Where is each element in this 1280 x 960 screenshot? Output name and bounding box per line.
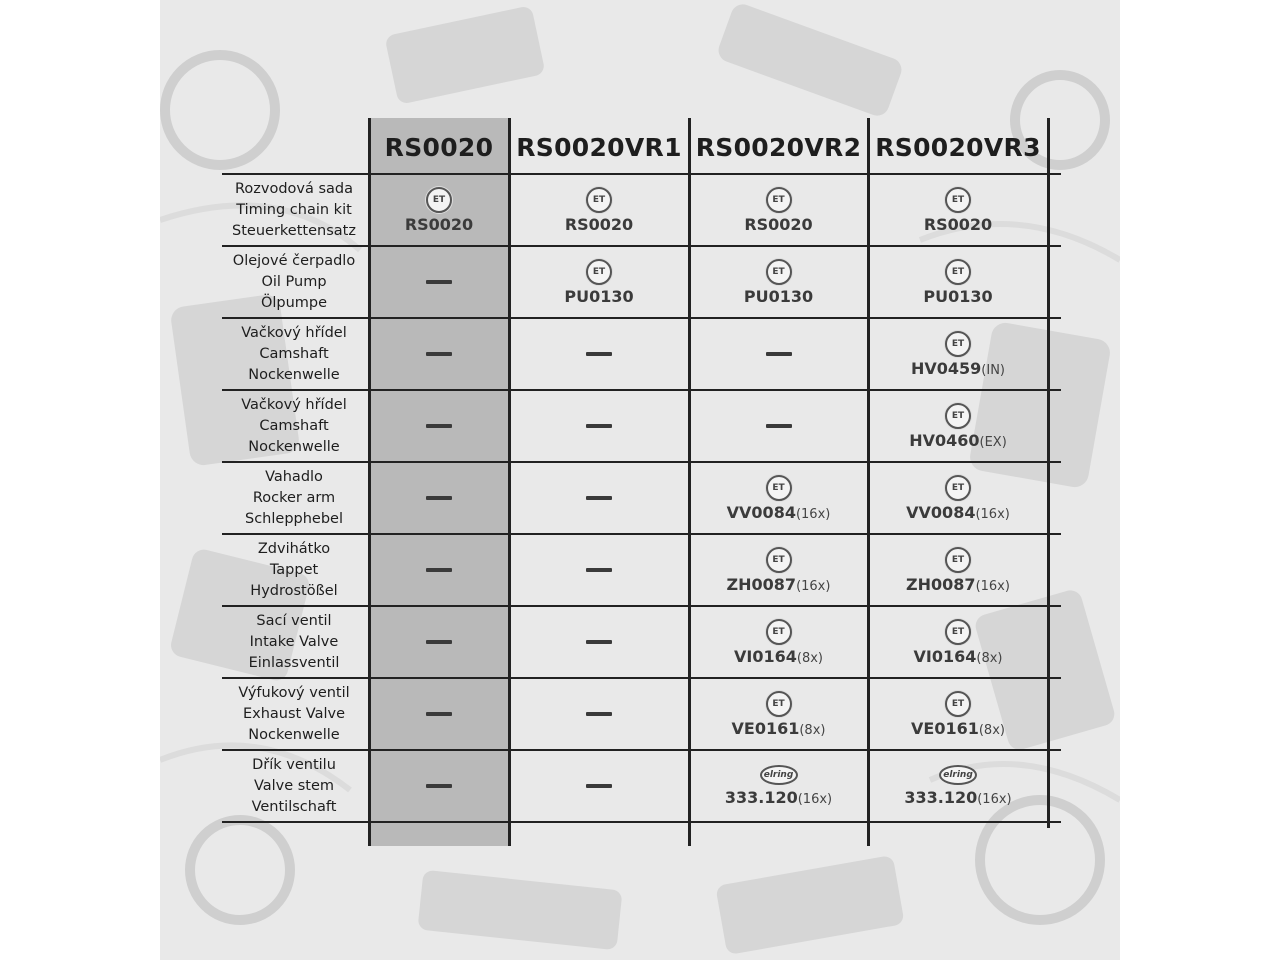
- not-included-dash: [426, 712, 452, 716]
- column-header-1: RS0020: [384, 133, 494, 162]
- row-label-line: Hydrostößel: [250, 583, 338, 599]
- part-cell: [369, 534, 509, 606]
- part-cell: [689, 534, 868, 606]
- part-number: [725, 788, 832, 807]
- not-included-dash: [426, 640, 452, 644]
- part-code: VV0084: [726, 502, 796, 522]
- part-number: [565, 215, 633, 234]
- part-cell: [369, 246, 509, 318]
- part-code: RS0020: [564, 214, 634, 234]
- part-code: PU0130: [564, 286, 634, 306]
- not-included-dash: [766, 424, 792, 428]
- part-quantity: (8x): [978, 722, 1005, 738]
- part-code: VE0161: [911, 718, 979, 738]
- row-label: [222, 611, 366, 674]
- not-included-dash: [426, 280, 452, 284]
- et-logo-icon: ET: [766, 259, 792, 285]
- part-number: [923, 287, 992, 306]
- row-label-line: Vačkový hřídel: [241, 325, 347, 341]
- part-code: RS0020: [404, 214, 474, 234]
- part-number: [732, 719, 826, 738]
- part-cell: [509, 678, 689, 750]
- not-included-dash: [426, 568, 452, 572]
- row-label: [222, 323, 366, 386]
- row-label-line: Ölpumpe: [260, 295, 328, 311]
- part-cell: [868, 462, 1048, 534]
- part-code: VV0084: [906, 502, 976, 522]
- part-cell: [868, 246, 1048, 318]
- row-label: [222, 251, 366, 314]
- part-code: VE0161: [731, 718, 800, 738]
- part-number: [744, 287, 813, 306]
- part-code: RS0020: [744, 214, 813, 234]
- row-label: [222, 467, 366, 530]
- not-included-dash: [586, 496, 612, 500]
- part-number: [734, 647, 823, 666]
- part-cell: [509, 750, 689, 822]
- row-label-line: Rocker arm: [252, 490, 336, 506]
- part-number: [914, 647, 1003, 666]
- et-logo-icon: ET: [945, 691, 971, 717]
- et-logo-icon: ET: [945, 403, 971, 429]
- et-logo-icon: ET: [945, 331, 971, 357]
- row-label-line: Steuerkettensatz: [232, 223, 356, 239]
- part-number: [911, 359, 1005, 378]
- not-included-dash: [586, 568, 612, 572]
- row-label: [222, 755, 366, 818]
- part-cell: [369, 318, 509, 390]
- row-label-line: Exhaust Valve: [242, 706, 346, 722]
- column-header-2: RS0020VR1: [516, 133, 682, 162]
- part-code: 333.120: [724, 788, 798, 807]
- row-label-line: Výfukový ventil: [238, 685, 350, 701]
- row-label-line: Schlepphebel: [245, 511, 343, 527]
- row-label: [222, 395, 366, 458]
- row-label-line: Nockenwelle: [248, 727, 340, 743]
- part-cell: [689, 174, 868, 246]
- part-cell: [868, 390, 1048, 462]
- not-included-dash: [426, 496, 452, 500]
- part-code: ZH0087: [726, 574, 797, 594]
- part-number: [909, 431, 1007, 450]
- row-label-line: Einlassventil: [248, 655, 340, 671]
- row-label-line: Nockenwelle: [248, 367, 340, 383]
- part-cell: [369, 678, 509, 750]
- part-cell: [509, 246, 689, 318]
- row-label: [222, 683, 366, 746]
- part-quantity: (16x): [975, 578, 1010, 594]
- row-label-line: Valve stem: [253, 778, 335, 794]
- part-cell: [689, 246, 868, 318]
- part-cell: [868, 678, 1048, 750]
- part-code: PU0130: [923, 286, 993, 306]
- part-quantity: (EX): [979, 434, 1007, 450]
- row-label-line: Olejové čerpadlo: [232, 253, 356, 269]
- part-number: [924, 215, 992, 234]
- part-cell: [689, 390, 868, 462]
- et-logo-icon: ET: [766, 475, 792, 501]
- row-label-line: Zdvihátko: [257, 541, 331, 557]
- part-cell: [509, 534, 689, 606]
- part-code: HV0460: [909, 430, 980, 450]
- et-logo-icon: ET: [586, 187, 612, 213]
- part-cell: [509, 318, 689, 390]
- part-code: VI0164: [734, 646, 797, 666]
- part-cell: [868, 534, 1048, 606]
- part-code: ZH0087: [906, 574, 976, 594]
- part-cell: [689, 750, 868, 822]
- part-quantity: (IN): [981, 362, 1005, 378]
- part-cell: [509, 390, 689, 462]
- et-logo-icon: ET: [766, 619, 792, 645]
- not-included-dash: [426, 424, 452, 428]
- part-quantity: (8x): [799, 722, 826, 738]
- row-label-line: Timing chain kit: [236, 202, 352, 218]
- part-cell: [369, 606, 509, 678]
- row-label-line: Sací ventil: [256, 613, 332, 629]
- part-cell: [868, 606, 1048, 678]
- part-cell: [868, 174, 1048, 246]
- part-number: [904, 788, 1011, 807]
- part-quantity: (16x): [975, 506, 1010, 522]
- part-code: RS0020: [923, 214, 993, 234]
- not-included-dash: [426, 352, 452, 356]
- part-cell: [689, 462, 868, 534]
- part-number: [744, 215, 812, 234]
- part-code: PU0130: [743, 286, 814, 306]
- elring-logo-icon: elring: [760, 765, 798, 785]
- row-label: [222, 179, 366, 242]
- part-cell: [509, 462, 689, 534]
- part-cell: [509, 606, 689, 678]
- part-cell: [868, 750, 1048, 822]
- row-label-line: Oil Pump: [261, 274, 327, 290]
- part-number: [727, 503, 831, 522]
- not-included-dash: [586, 352, 612, 356]
- not-included-dash: [426, 784, 452, 788]
- part-cell: [369, 390, 509, 462]
- part-number: [911, 719, 1005, 738]
- part-quantity: (8x): [976, 650, 1003, 666]
- row-label-line: Vahadlo: [265, 469, 323, 485]
- row-label-line: Vačkový hřídel: [241, 397, 347, 413]
- et-logo-icon: ET: [766, 691, 792, 717]
- part-cell: [369, 174, 509, 246]
- part-code: VI0164: [913, 646, 977, 666]
- et-logo-icon: ET: [945, 475, 971, 501]
- et-logo-icon: ET: [766, 547, 792, 573]
- not-included-dash: [586, 640, 612, 644]
- part-number: [906, 575, 1010, 594]
- part-quantity: (8x): [796, 650, 823, 666]
- et-logo-icon: ET: [945, 187, 971, 213]
- part-cell: [509, 174, 689, 246]
- elring-logo-icon: elring: [939, 765, 977, 785]
- row-label-line: Nockenwelle: [248, 439, 340, 455]
- not-included-dash: [766, 352, 792, 356]
- row-label-line: Camshaft: [259, 346, 329, 362]
- part-cell: [369, 462, 509, 534]
- et-logo-icon: ET: [945, 259, 971, 285]
- row-label-line: Ventilschaft: [251, 799, 337, 815]
- part-quantity: (16x): [977, 792, 1012, 807]
- et-logo-icon: ET: [945, 547, 971, 573]
- row-label-line: Tappet: [269, 562, 319, 578]
- part-cell: [689, 678, 868, 750]
- row-label-line: Rozvodová sada: [234, 181, 354, 197]
- part-cell: [689, 606, 868, 678]
- part-code: 333.120: [904, 788, 978, 807]
- part-cell: [689, 318, 868, 390]
- not-included-dash: [586, 712, 612, 716]
- et-logo-icon: ET: [766, 187, 792, 213]
- row-label: [222, 539, 366, 602]
- part-number: [564, 287, 633, 306]
- row-label-line: Dřík ventilu: [252, 757, 336, 773]
- column-header-3: RS0020VR2: [695, 133, 862, 162]
- part-number: [405, 215, 473, 234]
- et-logo-icon: ET: [945, 619, 971, 645]
- et-logo-icon: ET: [586, 259, 612, 285]
- part-cell: [868, 318, 1048, 390]
- part-cell: [369, 750, 509, 822]
- part-number: [906, 503, 1010, 522]
- part-code: HV0459: [910, 358, 982, 378]
- part-number: [727, 575, 831, 594]
- row-label-line: Intake Valve: [249, 634, 339, 650]
- part-quantity: (16x): [797, 792, 833, 807]
- not-included-dash: [586, 424, 612, 428]
- part-quantity: (16x): [796, 578, 831, 594]
- column-header-4: RS0020VR3: [875, 133, 1041, 162]
- row-label-line: Camshaft: [259, 418, 329, 434]
- et-logo-icon: ET: [426, 187, 452, 213]
- part-quantity: (16x): [795, 506, 831, 522]
- not-included-dash: [586, 784, 612, 788]
